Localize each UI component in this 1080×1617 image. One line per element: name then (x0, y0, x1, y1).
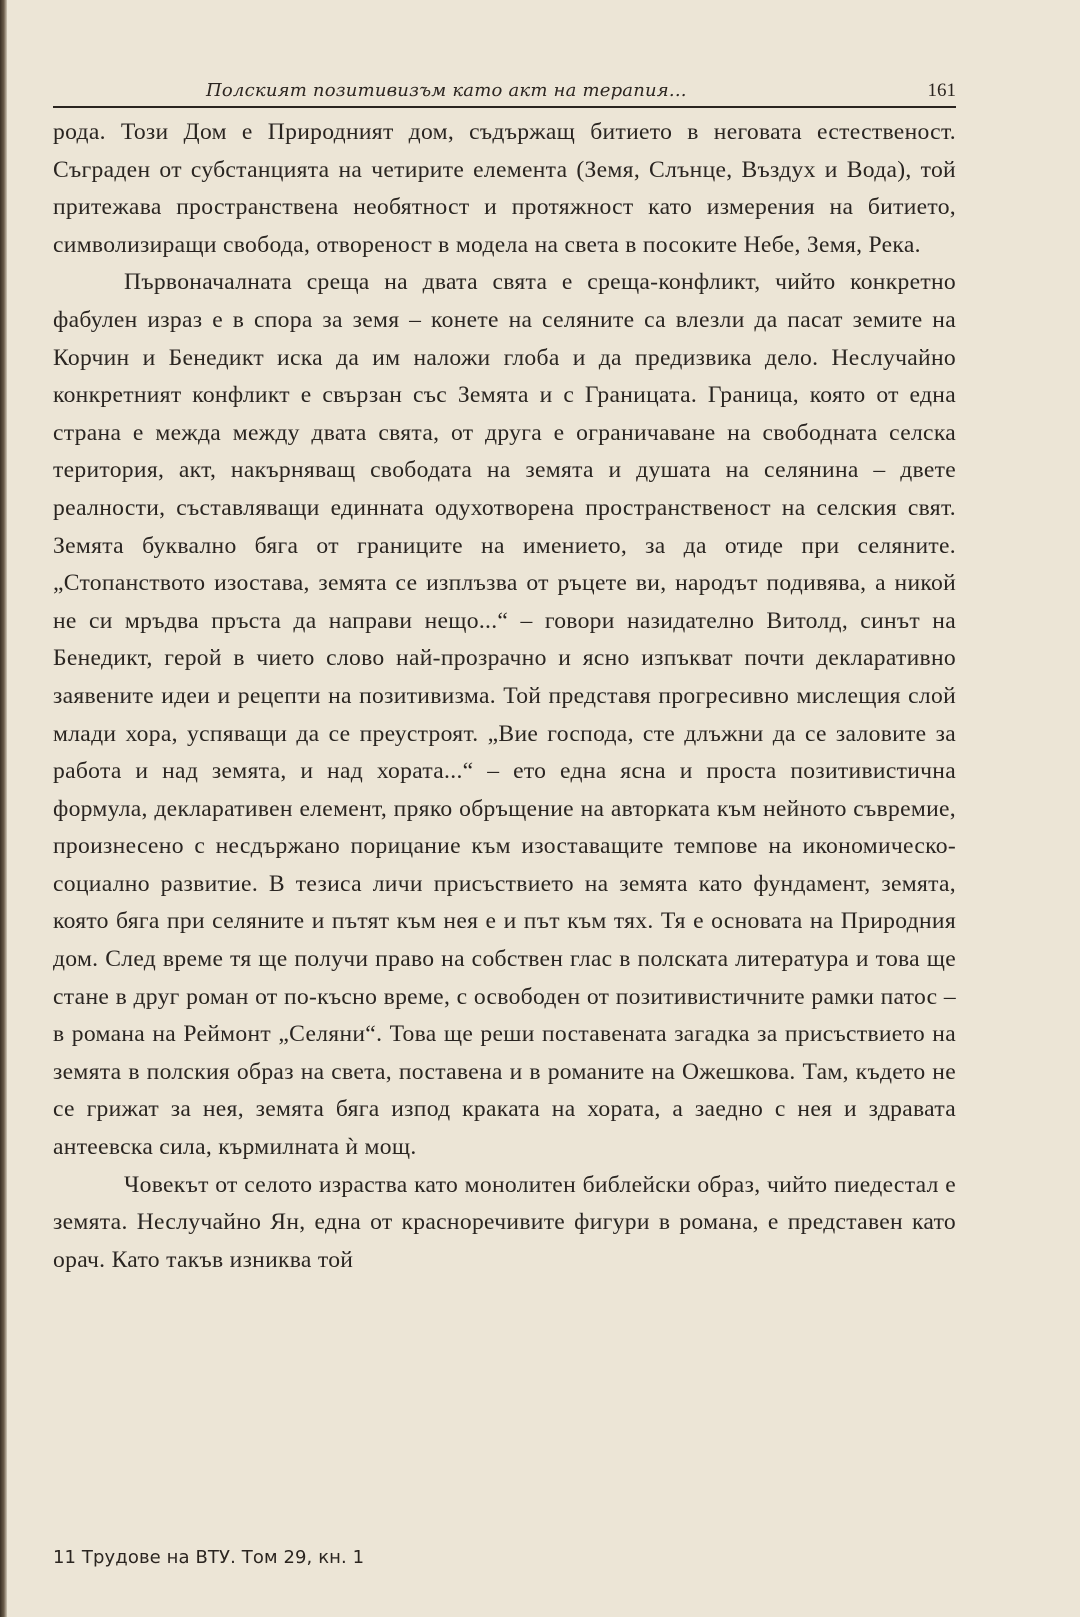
body-text (53, 114, 956, 1279)
page-number: 161 (927, 80, 956, 101)
running-header (53, 76, 956, 108)
binding-shadow (0, 0, 7, 1617)
paragraph-3: Човекът от селото израства като монолитен библейски образ, чийто пиедестал е земята. Неслучайно Ян, една от красноречивите фигури в романа, е представен като орач. Като такъв изниква той (53, 1171, 956, 1273)
footer-signature: 11 Трудове на ВТУ. Том 29, кн. 1 (53, 1547, 365, 1568)
paragraph-1: рода. Този Дом е Природният дом, съдържащ битието в неговата естественост. Съграден от субстанцията на четирите елемента (Земя, Слънце, Въздух и Вода), той притежава пространствена необятност и протяжност като измерения на битието, символизиращи свобода, отвореност в модела на света в посоките Небе, Земя, Река. (53, 119, 956, 258)
paragraph-2: Първоначалната среща на двата свята е среща-конфликт, чийто конкретно фабулен израз е в спора за земя – конете на селяните са влезли да пасат земите на Корчин и Бенедикт иска да им наложи глоба и да предизвика дело. Неслучайно конкретният конфликт е свързан със Земята и с Границата. Граница, която от една страна е межда между двата свята, от друга е ограничаване на свободната селска територия, акт, накърняващ свободата на земята и душата на селянина – двете реалности, съставляващи единната одухотворена пространственост на селския свят. Земята буквално бяга от границите на имението, за да отиде при селяните. „Стопанството изостава, земята се изплъзва от ръцете ви, народът подивява, а никой не си мръдва пръста да направи нещо...“ – говори назидателно Витолд, синът на Бенедикт, герой в чието слово най-прозрачно и ясно изпъкват почти декларативно заявените идеи и рецепти на позитивизма. Той представя прогресивно мислещия слой млади хора, успяващи да се преустроят. „Вие господа, сте длъжни да се заловите за работа и над земята, и над хората...“ – ето една ясна и проста позитивистична формула, декларативен елемент, пряко обръщение на авторката към нейното съвремие, произнесено с несдържано порицание към изоставащите темпове на икономическо-социално развитие. В тезиса личи присъствието на земята като фундамент, земята, която бяга при селяните и пътят към нея е и път към тях. Тя е основата на Природния дом. След време тя ще получи право на собствен глас в полската литература и това ще стане в друг роман от по-късно време, с освободен от позитивистичните рамки патос – в романа на Реймонт „Селяни“. Това ще реши поставената загадка за присъствието на земята в полския образ на света, поставена и в романите на Ожешкова. Там, където не се грижат за нея, земята бяга изпод краката на хората, а заедно с нея и здравата антеевска сила, кърмилната ѝ мощ. (53, 269, 956, 1161)
running-title: Полският позитивизъм като акт на терапия... (206, 80, 687, 101)
